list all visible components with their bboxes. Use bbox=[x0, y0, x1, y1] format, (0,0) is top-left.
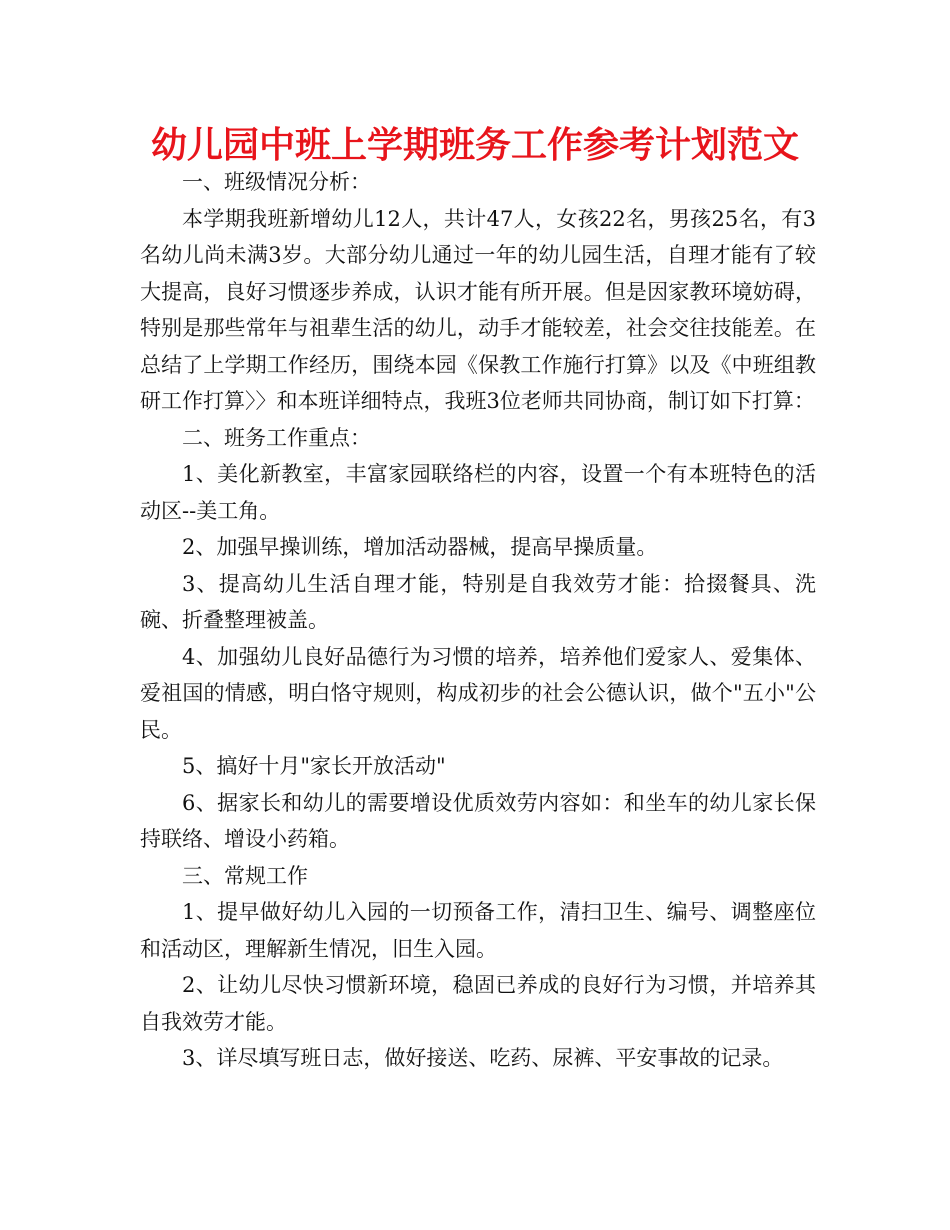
section-heading-routine-work: 三、常规工作 bbox=[182, 863, 308, 888]
paragraph-class-situation: 本学期我班新增幼儿12人，共计47人，女孩22名，男孩25名，有3名幼儿尚未满3岁。大部分幼儿通过一年的幼儿园生活，自理才能有了较大提高，良好习惯逐步养成，认识才能有所开展。但是因家教环境妨碍，特别是那些常年与祖辈生活的幼儿，动手才能较差，社会交往技能差。在总结了上学期工作经历，围绕本园《保教工作施行打算》以及《中班组教研工作打算〉〉和本班详细特点，我班3位老师共同协商，制订如下打算： bbox=[140, 206, 816, 413]
list-item-key-work-3: 3、提高幼儿生活自理才能，特别是自我效劳才能：拾掇餐具、洗碗、折叠整理被盖。 bbox=[140, 571, 816, 632]
list-item-key-work-4: 4、加强幼儿良好品德行为习惯的培养，培养他们爱家人、爱集体、爱祖国的情感，明白恪守规则，构成初步的社会公德认识，做个"五小"公民。 bbox=[140, 644, 816, 742]
section-heading-key-work: 二、班务工作重点： bbox=[182, 425, 371, 450]
section-heading-class-analysis: 一、班级情况分析： bbox=[182, 170, 371, 194]
list-item-routine-1: 1、提早做好幼儿入园的一切预备工作，清扫卫生、编号、调整座位和活动区，理解新生情况，旧生入园。 bbox=[140, 900, 816, 961]
list-item-routine-3: 3、详尽填写班日志，做好接送、吃药、尿裤、平安事故的记录。 bbox=[182, 1046, 784, 1070]
list-item-routine-2: 2、让幼儿尽快习惯新环境，稳固已养成的良好行为习惯，并培养其自我效劳才能。 bbox=[140, 973, 816, 1034]
list-item-key-work-2: 2、加强早操训练，增加活动器械，提高早操质量。 bbox=[182, 535, 658, 559]
list-item-key-work-1: 1、美化新教室，丰富家园联络栏的内容，设置一个有本班特色的活动区--美工角。 bbox=[140, 462, 816, 523]
document-title: 幼儿园中班上学期班务工作参考计划范文 bbox=[150, 125, 799, 166]
list-item-key-work-5: 5、搞好十月"家长开放活动" bbox=[182, 754, 446, 778]
list-item-key-work-6: 6、据家长和幼儿的需要增设优质效劳内容如：和坐车的幼儿家长保持联络、增设小药箱。 bbox=[140, 790, 816, 851]
document-body bbox=[140, 164, 816, 1077]
